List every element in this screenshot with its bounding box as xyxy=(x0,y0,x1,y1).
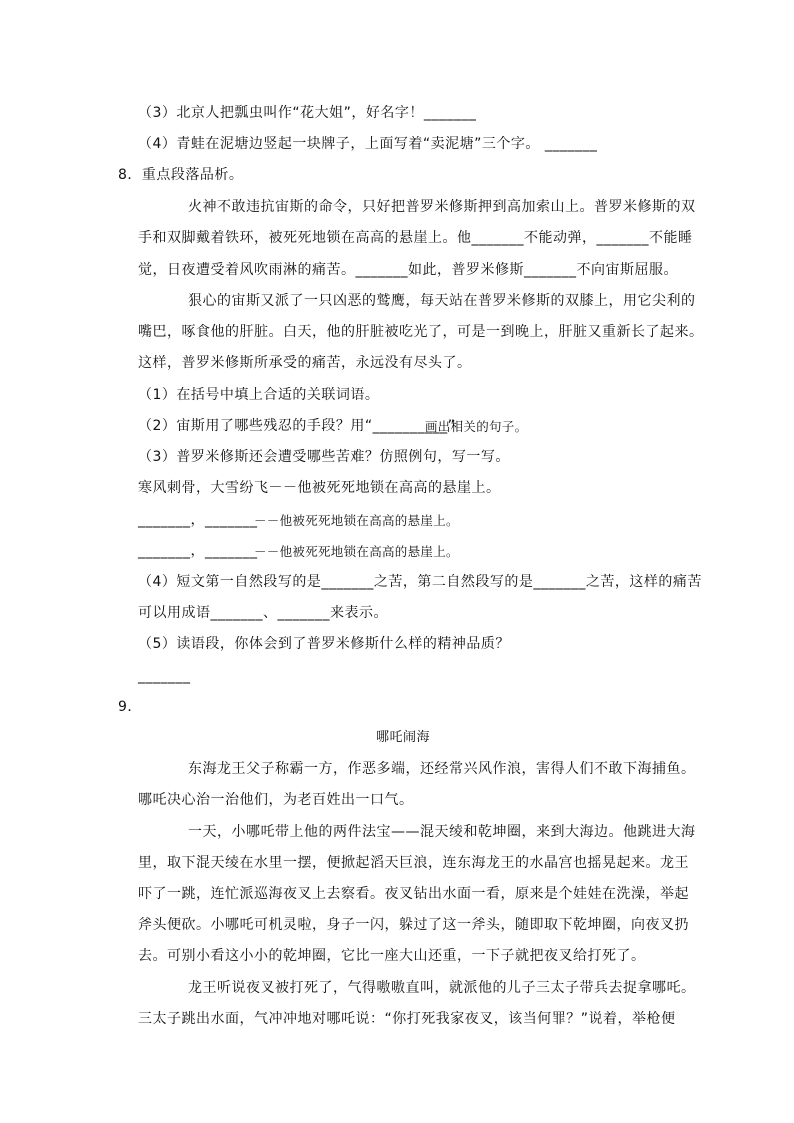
q8-sub-5: （5）读语段，你体会到了普罗米修斯什么样的精神品质？ xyxy=(138,636,510,652)
q8-example: 寒风刺骨，大雪纷飞－－他被死死地锁在高高的悬崖上。 xyxy=(138,480,501,496)
q8-sub-4-cont: 可以用成语_______、_______来表示。 xyxy=(138,605,388,621)
q8-passage-line: 觉，日夜遭受着风吹雨淋的痛苦。_______如此，普罗米修斯_______不向宙斯屈服。 xyxy=(138,262,678,278)
q8-blank-row: _______，_______ xyxy=(138,543,258,559)
q9-passage-line: 龙王听说夜叉被打死了，气得嗷嗷直叫，就派他的儿子三太子带兵去捉拿哪吒。 xyxy=(188,980,696,996)
q9-passage-line: 三太子跳出水面，气冲冲地对哪吒说：“你打死我家夜叉，该当何罪？”说着，举枪便 xyxy=(138,1011,676,1027)
q8-sub-2-tail: 画出相关的句子。 xyxy=(425,419,528,434)
q8-sub-1: （1）在括号中填上合适的关联词语。 xyxy=(138,387,380,403)
q8-passage-line: 嘴巴，啄食他的肝脏。白天，他的肝脏被吃光了，可是一到晚上，肝脏又重新长了起来。 xyxy=(138,324,704,340)
q9-heading: 9． xyxy=(118,699,142,715)
q8-sub-2: （2）宙斯用了哪些残忍的手段？用“__________” xyxy=(138,418,456,434)
q9-passage-line: 里，取下混天绫在水里一摆，便掀起滔天巨浪，连东海龙王的水晶宫也摇晃起来。龙王 xyxy=(138,855,689,871)
q8-blank-row-tail: －－他被死死地锁在高高的悬崖上。 xyxy=(254,544,459,559)
q8-passage-line: 火神不敢违抗宙斯的命令，只好把普罗米修斯押到高加索山上。普罗米修斯的双 xyxy=(188,199,696,215)
q9-passage-line: 一天，小哪吒带上他的两件法宝——混天绫和乾坤圈，来到大海边。他跳进大海 xyxy=(188,824,696,840)
q8-blank-row: _______，_______ xyxy=(138,512,258,528)
q9-passage-line: 吓了一跳，连忙派巡海夜叉上去察看。夜叉钻出水面一看，原来是个娃娃在洗澡，举起 xyxy=(138,886,689,902)
q9-passage-line: 哪吒决心治一治他们，为老百姓出一口气。 xyxy=(138,792,414,808)
q8-blank-row-tail: －－他被死死地锁在高高的悬崖上。 xyxy=(254,513,459,528)
q7-item-4: （4）青蛙在泥塘边竖起一块牌子，上面写着“卖泥塘”三个字。 _______ xyxy=(138,136,598,152)
q7-item-3: （3）北京人把瓢虫叫作“花大姐”，好名字！_______ xyxy=(138,105,477,121)
passage-title: 哪吒闹海 xyxy=(376,730,431,745)
q8-passage-line: 手和双脚戴着铁环，被死死地锁在高高的悬崖上。他_______不能动弹，_______不能睡 xyxy=(138,230,693,246)
q8-passage-line: 狠心的宙斯又派了一只凶恶的鹫鹰，每天站在普罗米修斯的双膝上，用它尖利的 xyxy=(188,293,696,309)
q8-passage-line: 这样，普罗米修斯所承受的痛苦，永远没有尽头了。 xyxy=(138,355,472,371)
q9-passage-line: 斧头便砍。小哪吒可机灵啦，身子一闪，躲过了这一斧头，随即取下乾坤圈，向夜叉扔 xyxy=(138,917,689,933)
q8-sub-4: （4）短文第一自然段写的是_______之苦，第二自然段写的是_______之苦，这样的痛苦 xyxy=(138,574,702,590)
q9-passage-line: 去。可别小看这小小的乾坤圈，它比一座大山还重，一下子就把夜叉给打死了。 xyxy=(138,948,646,964)
q8-sub-3: （3）普罗米修斯还会遭受哪些苦难？仿照例句，写一写。 xyxy=(138,449,510,465)
q8-heading: 8．重点段落品析。 xyxy=(118,167,244,183)
q9-passage-line: 东海龙王父子称霸一方，作恶多端，还经常兴风作浪，害得人们不敢下海捕鱼。 xyxy=(188,761,696,777)
q8-answer-blank: _______ xyxy=(138,668,191,684)
